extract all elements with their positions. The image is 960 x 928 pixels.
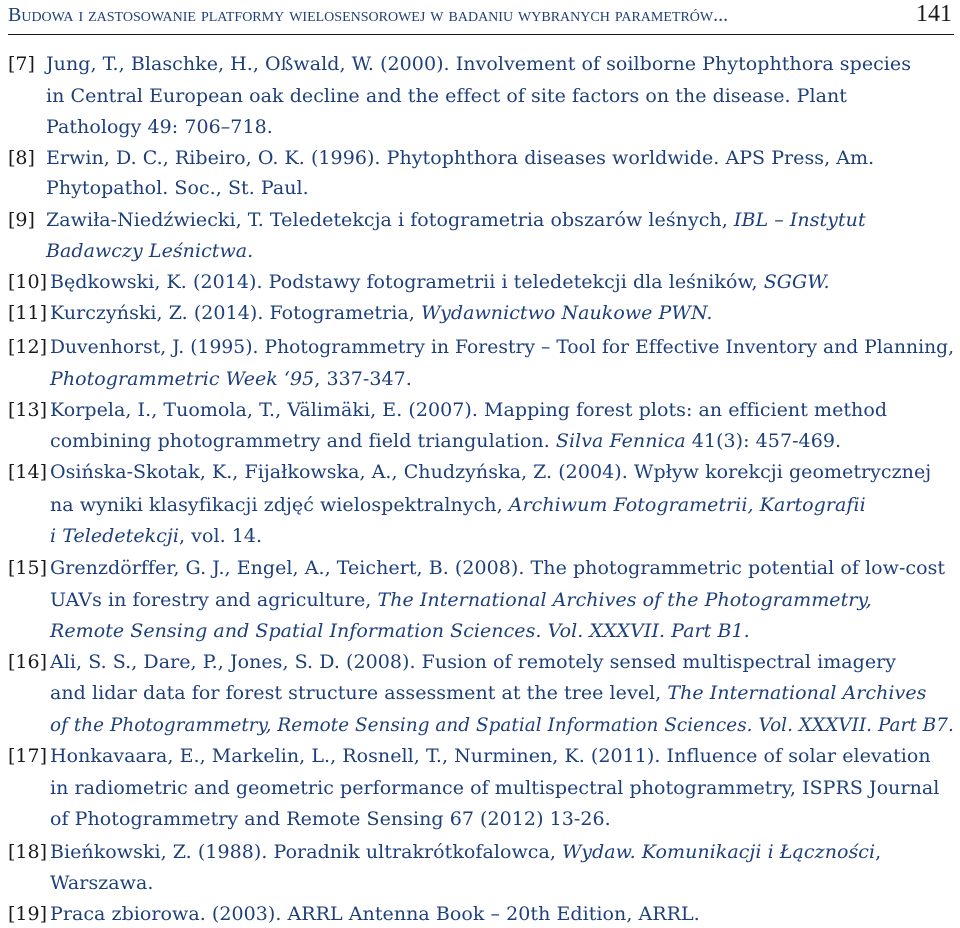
reference-text: Duvenhorst, J. (1995). Photogrammetry in Forestry – Tool for Effective Inventory and Planning, xyxy=(50,336,955,358)
reference-line xyxy=(50,744,931,768)
reference-text: na wyniki klasyfikacji zdjęć wielospektralnych, xyxy=(50,494,509,516)
reference-line xyxy=(50,335,954,359)
reference-line xyxy=(50,871,153,895)
reference-number: [14] xyxy=(8,461,48,483)
reference-line xyxy=(50,367,412,391)
reference-italic-text: Wydawnictwo Naukowe PWN. xyxy=(420,302,713,324)
reference-line xyxy=(50,429,841,453)
reference-text: Praca zbiorowa. (2003). ARRL Antenna Book – 20th Edition, ARRL. xyxy=(50,903,700,925)
reference-number: [19] xyxy=(8,903,48,925)
reference-number: [10] xyxy=(8,271,48,293)
reference-line xyxy=(50,840,881,864)
reference-line xyxy=(50,460,931,484)
reference-text: Zawiła-Niedźwiecki, T. Teledetekcja i fotogrametria obszarów leśnych, xyxy=(46,209,734,231)
reference-italic-text: Remote Sensing and Spatial Information Sciences. Vol. XXXVII. Part B1. xyxy=(50,620,750,642)
reference-line xyxy=(46,52,911,76)
reference-line xyxy=(50,807,611,831)
reference-text: of Photogrammetry and Remote Sensing 67 (2012) 13-26. xyxy=(50,808,611,830)
reference-text: Osińska-Skotak, K., Fijałkowska, A., Chudzyńska, Z. (2004). Wpływ korekcji geometrycznej xyxy=(50,461,932,483)
reference-italic-text: Wydaw. Komunikacji i Łączności xyxy=(562,841,876,863)
header-title: Budowa i zastosowanie platformy wielosensorowej w badaniu wybranych parametrów... xyxy=(8,4,729,26)
reference-line xyxy=(50,588,872,612)
reference-text: and lidar data for forest structure assessment at the tree level, xyxy=(50,682,668,704)
reference-italic-text: Badawczy Leśnictwa. xyxy=(46,240,254,262)
reference-text: , vol. 14. xyxy=(179,525,263,547)
reference-line xyxy=(50,556,945,580)
reference-line xyxy=(50,776,939,800)
reference-line xyxy=(46,208,866,232)
reference-number: [17] xyxy=(8,745,48,767)
reference-italic-text: SGGW. xyxy=(763,271,830,293)
reference-text: Phytopathol. Soc., St. Paul. xyxy=(46,177,309,199)
reference-text: Jung, T., Blaschke, H., Oßwald, W. (2000). Involvement of soilborne Phytophthora species xyxy=(46,53,912,75)
reference-italic-text: The International Archives xyxy=(667,682,927,704)
reference-text: , 337-347. xyxy=(314,368,412,390)
reference-line xyxy=(50,270,830,294)
reference-text: Honkavaara, E., Markelin, L., Rosnell, T., Nurminen, K. (2011). Influence of solar elevation xyxy=(50,745,931,767)
reference-line xyxy=(50,713,954,737)
reference-number: [13] xyxy=(8,399,48,421)
reference-text: Erwin, D. C., Ribeiro, O. K. (1996). Phytophthora diseases worldwide. APS Press, Am. xyxy=(46,147,875,169)
reference-italic-text: Silva Fennica xyxy=(555,430,686,452)
reference-text: Kurczyński, Z. (2014). Fotogrametria, xyxy=(50,302,421,324)
reference-number: [18] xyxy=(8,841,48,863)
reference-text: Pathology 49: 706–718. xyxy=(46,116,273,138)
reference-text: Ali, S. S., Dare, P., Jones, S. D. (2008). Fusion of remotely sensed multispectral imagery xyxy=(50,651,897,673)
reference-line xyxy=(50,524,262,548)
reference-text: UAVs in forestry and agriculture, xyxy=(50,589,378,611)
reference-italic-text: i Teledetekcji xyxy=(50,525,179,547)
reference-line xyxy=(50,681,926,705)
reference-italic-text: Photogrammetric Week ‘95 xyxy=(50,368,315,390)
reference-line xyxy=(46,239,253,263)
reference-line xyxy=(50,650,896,674)
reference-number: [12] xyxy=(8,336,48,358)
page-number: 141 xyxy=(916,1,952,27)
reference-italic-text: of the Photogrammetry, Remote Sensing and Spatial Information Sciences. Vol. XXXVII. Part B7. xyxy=(50,714,954,736)
reference-text: Grenzdörffer, G. J., Engel, A., Teichert, B. (2008). The photogrammetric potential of low-cost xyxy=(50,557,946,579)
reference-text: combining photogrammetry and field triangulation. xyxy=(50,430,556,452)
reference-text: in radiometric and geometric performance of multispectral photogrammetry, ISPRS Journal xyxy=(50,777,940,799)
reference-text: Będkowski, K. (2014). Podstawy fotogrametrii i teledetekcji dla leśników, xyxy=(50,271,764,293)
reference-number: [11] xyxy=(8,302,48,324)
reference-line xyxy=(46,176,309,200)
reference-text: Bieńkowski, Z. (1988). Poradnik ultrakrótkofalowca, xyxy=(50,841,563,863)
reference-text: , xyxy=(875,841,882,863)
reference-number: [7] xyxy=(8,53,35,75)
reference-number: [16] xyxy=(8,651,48,673)
reference-line xyxy=(50,398,887,422)
reference-line xyxy=(46,115,273,139)
reference-line xyxy=(50,493,866,517)
running-header xyxy=(8,0,954,35)
reference-italic-text: IBL – Instytut xyxy=(733,209,866,231)
reference-number: [8] xyxy=(8,147,35,169)
reference-text: Korpela, I., Tuomola, T., Välimäki, E. (2007). Mapping forest plots: an efficient method xyxy=(50,399,888,421)
reference-italic-text: Archiwum Fotogrametrii, Kartografii xyxy=(508,494,866,516)
reference-line xyxy=(46,84,847,108)
reference-line xyxy=(46,146,874,170)
reference-line xyxy=(50,619,750,643)
reference-line xyxy=(50,301,713,325)
reference-italic-text: The International Archives of the Photogrammetry, xyxy=(377,589,872,611)
reference-number: [15] xyxy=(8,557,48,579)
reference-number: [9] xyxy=(8,209,35,231)
reference-text: 41(3): 457-469. xyxy=(685,430,842,452)
reference-text: in Central European oak decline and the effect of site factors on the disease. Plant xyxy=(46,85,847,107)
reference-line xyxy=(50,902,700,926)
reference-text: Warszawa. xyxy=(50,872,154,894)
